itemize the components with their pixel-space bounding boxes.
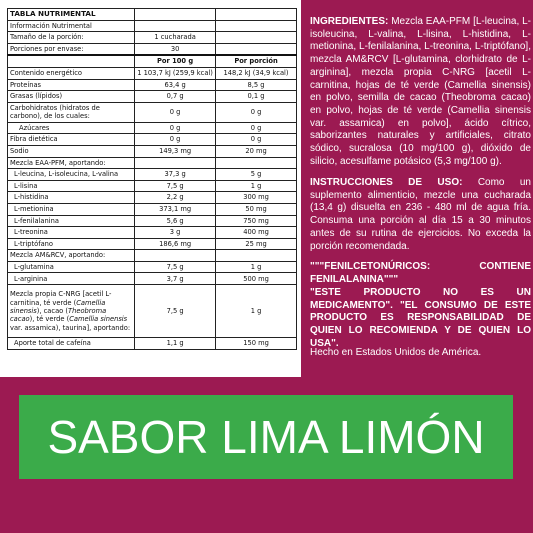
row-serving: 750 mg — [216, 215, 297, 227]
table-row — [8, 79, 297, 91]
cnrg-text: ), té verde ( — [29, 315, 70, 324]
row-label: Proteínas — [8, 79, 135, 91]
cnrg-text: Mezcla propia C-NRG [acetil L-carnitina, té verde ( — [10, 290, 112, 307]
row-serving: 148,2 kJ (34,9 kcal) — [216, 67, 297, 79]
row-label: L-triptófano — [8, 238, 135, 250]
row-per100: 7,5 g — [135, 261, 216, 273]
medicine-warning — [310, 287, 531, 351]
ingredients-heading: INGREDIENTES: — [310, 16, 389, 27]
row-serving: 0,1 g — [216, 91, 297, 103]
row-serving: 300 mg — [216, 192, 297, 204]
row-serving: 400 mg — [216, 227, 297, 239]
row-label: L-leucina, L-isoleucina, L-valina — [8, 169, 135, 181]
cnrg-text: var. assamica), taurina], aportando: — [10, 323, 131, 332]
row-label: Grasas (lípidos) — [8, 91, 135, 103]
row-serving: 0 g — [216, 102, 297, 122]
ingredients-text: Mezcla EAA-PFM [L-leucina, L-isoleucina, L-valina, L-lisina, L-histidina, L-metionina, L-fenilalanina, L-treonina, L-triptófano], mezcla AM&RCV [L-glutamina, clorhidrato de L-arginina], mezcla propia C-NRG [acetil L-carnitina, hojas de té verde (Camellia sinensis) en polvo, semilla de cacao (Theobroma cacao) en polvo, hojas de té verde (Camellia sinensis var. assamica) en polvo], ácido cítrico, saborizantes naturales y artificiales, citrato sódico, sucralosa (10 mg/100 g), dióxido de silicio, acesulfame potásico (5,3 mg/100 g). — [310, 16, 531, 167]
table-title: TABLA NUTRIMENTAL — [8, 9, 135, 21]
flavor-text: SABOR LIMA LIMÓN — [47, 411, 485, 463]
table-row — [8, 122, 297, 134]
table-row — [8, 250, 297, 262]
table-row — [8, 9, 297, 21]
table-row — [8, 180, 297, 192]
table-row — [8, 273, 297, 285]
row-serving: 20 mg — [216, 145, 297, 157]
table-row — [8, 169, 297, 181]
row-label: L-arginina — [8, 273, 135, 285]
row-serving: 25 mg — [216, 238, 297, 250]
table-row — [8, 102, 297, 122]
table-row — [8, 338, 297, 350]
row-serving: 150 mg — [216, 338, 297, 350]
table-row — [8, 238, 297, 250]
table-row — [8, 32, 297, 44]
table-header-row — [8, 55, 297, 67]
serving-size-value: 1 cucharada — [135, 32, 216, 44]
row-label: Contenido energético — [8, 67, 135, 79]
origin-text: Hecho en Estados Unidos de América. — [310, 347, 482, 358]
row-serving: 50 mg — [216, 203, 297, 215]
row-label: Azúcares — [8, 122, 135, 134]
instructions-heading: INSTRUCCIONES DE USO: — [310, 177, 463, 188]
row-serving: 1 g — [216, 180, 297, 192]
pku-warning — [310, 261, 531, 286]
row-per100: 7,5 g — [135, 285, 216, 338]
row-serving: 1 g — [216, 285, 297, 338]
amrcv-header: Mezcla AM&RCV, aportando: — [8, 250, 135, 262]
row-serving: 500 mg — [216, 273, 297, 285]
servings-value: 30 — [135, 43, 216, 55]
row-per100: 1 103,7 kJ (259,9 kcal) — [135, 67, 216, 79]
table-row — [8, 215, 297, 227]
cnrg-italic: Theobroma cacao — [10, 306, 107, 324]
row-label: L-metionina — [8, 203, 135, 215]
row-per100: 0,7 g — [135, 91, 216, 103]
table-row — [8, 145, 297, 157]
row-serving: 1 g — [216, 261, 297, 273]
cnrg-text: ), cacao ( — [36, 306, 69, 315]
row-per100: 149,3 mg — [135, 145, 216, 157]
table-row — [8, 227, 297, 239]
table-row — [8, 192, 297, 204]
table-row — [8, 67, 297, 79]
caffeine-label: Aporte total de cafeína — [8, 338, 135, 350]
row-per100: 3,7 g — [135, 273, 216, 285]
pku-warning-text: """FENILCETONÚRICOS: CONTIENE FENILALANINA""" — [310, 261, 531, 285]
row-label: L-glutamina — [8, 261, 135, 273]
row-per100: 0 g — [135, 122, 216, 134]
row-label: Sodio — [8, 145, 135, 157]
instructions-paragraph — [310, 177, 531, 253]
row-serving: 0 g — [216, 134, 297, 146]
nutrition-table — [7, 8, 297, 350]
text-panel — [304, 0, 533, 377]
row-serving: 5 g — [216, 169, 297, 181]
row-per100: 7,5 g — [135, 180, 216, 192]
row-per100: 37,3 g — [135, 169, 216, 181]
ingredients-paragraph — [310, 16, 531, 168]
row-label: Carbohidratos (hidratos de carbono), de los cuales: — [8, 102, 135, 122]
row-per100: 63,4 g — [135, 79, 216, 91]
table-row — [8, 134, 297, 146]
medicine-warning-text: "ESTE PRODUCTO NO ES UN MEDICAMENTO". "EL CONSUMO DE ESTE PRODUCTO ES RESPONSABILIDAD DE QUIEN LO RECOMIENDA Y DE QUIEN LO USA". — [310, 287, 531, 349]
cnrg-italic: Camellia sinensis — [69, 315, 128, 324]
info-label: Información Nutrimental — [8, 20, 135, 32]
row-label: L-histidina — [8, 192, 135, 204]
eaa-header: Mezcla EAA-PFM, aportando: — [8, 157, 135, 169]
cnrg-label — [8, 285, 135, 338]
row-per100: 373,1 mg — [135, 203, 216, 215]
servings-label: Porciones por envase: — [8, 43, 135, 55]
nutrition-panel — [0, 0, 301, 377]
table-row — [8, 157, 297, 169]
table-row — [8, 20, 297, 32]
row-per100: 0 g — [135, 102, 216, 122]
row-label: L-treonina — [8, 227, 135, 239]
table-row — [8, 261, 297, 273]
row-per100: 5,6 g — [135, 215, 216, 227]
row-per100: 0 g — [135, 134, 216, 146]
table-row — [8, 285, 297, 338]
row-per100: 186,6 mg — [135, 238, 216, 250]
row-label: L-lisina — [8, 180, 135, 192]
table-row — [8, 203, 297, 215]
row-label: Fibra dietética — [8, 134, 135, 146]
col-serving-header: Por porción — [216, 55, 297, 67]
table-row — [8, 91, 297, 103]
flavor-banner — [19, 395, 513, 479]
row-per100: 1,1 g — [135, 338, 216, 350]
row-serving: 8,5 g — [216, 79, 297, 91]
table-row — [8, 43, 297, 55]
row-per100: 2,2 g — [135, 192, 216, 204]
col-per100-header: Por 100 g — [135, 55, 216, 67]
row-label: L-fenilalanina — [8, 215, 135, 227]
instructions-text: Como un suplemento alimenticio, mezcle una cucharada (13,4 g) disuelta en 236 - 480 ml de agua fría. Consuma una porción al día 15 a 30 minutos antes de su rutina de ejercicios. No exceda la porción recomendada. — [310, 177, 531, 252]
row-serving: 0 g — [216, 122, 297, 134]
cnrg-italic: Camellia sinensis — [10, 298, 106, 315]
serving-size-label: Tamaño de la porción: — [8, 32, 135, 44]
row-per100: 3 g — [135, 227, 216, 239]
